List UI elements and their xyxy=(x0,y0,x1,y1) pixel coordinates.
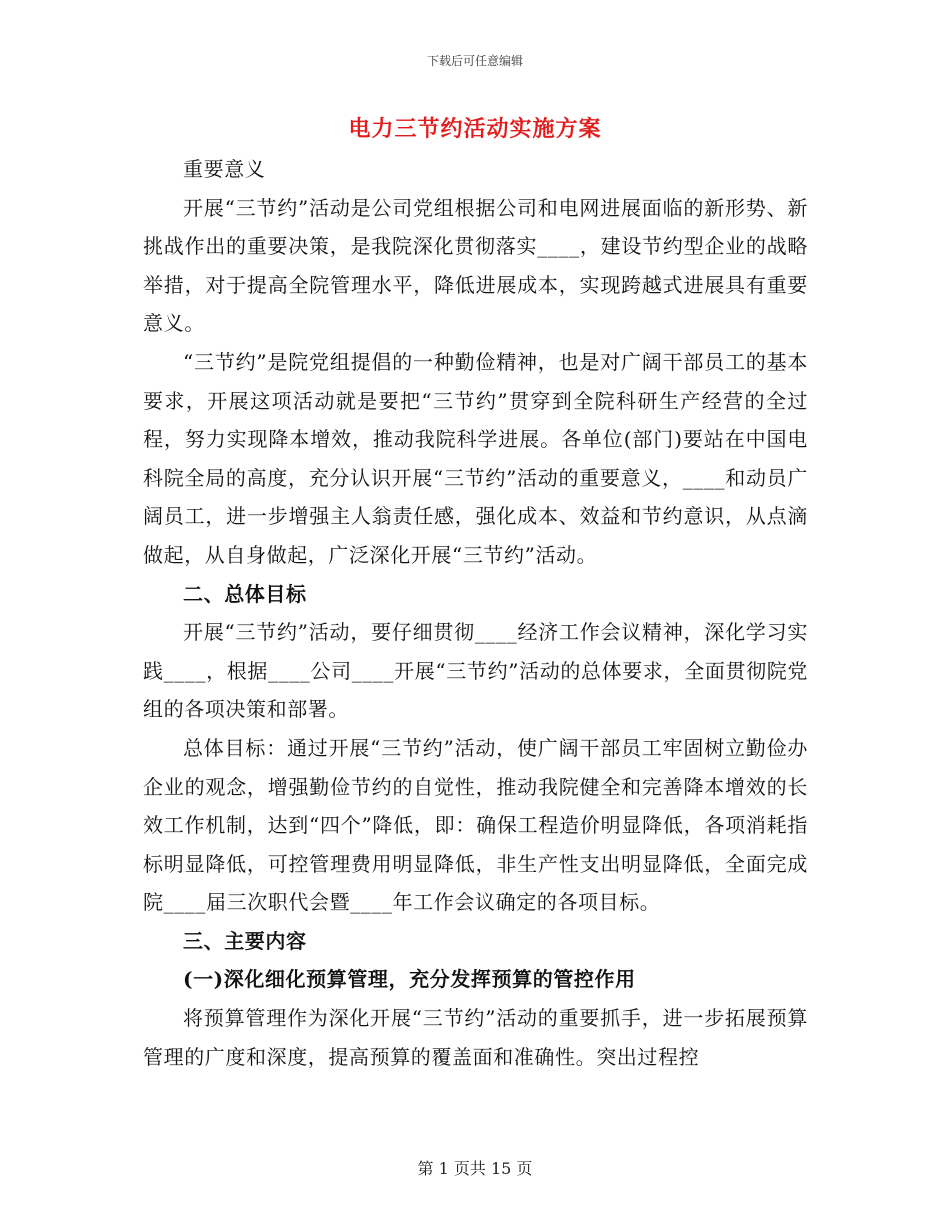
body-paragraph: 总体目标：通过开展“三节约”活动，使广阔干部员工牢固树立勤俭办企业的观念，增强勤俭节约的自觉性，推动我院健全和完善降本增效的长效工作机制，达到“四个”降低，即：确保工程造价明显降低，各项消耗指标明显降低，可控管理费用明显降低，非生产性支出明显降低，全面完成院____届三次职代会暨____年工作会议确定的各项目标。 xyxy=(143,735,808,915)
section-heading-main-content: 三、主要内容 xyxy=(183,928,307,953)
subsection-heading-budget: (一)深化细化预算管理，充分发挥预算的管控作用 xyxy=(183,967,636,992)
section-heading-significance: 重要意义 xyxy=(183,157,266,181)
body-paragraph: “三节约”是院党组提倡的一种勤俭精神，也是对广阔干部员工的基本要求，开展这项活动就是要把“三节约”贯穿到全院科研生产经营的全过程，努力实现降本增效，推动我院科学进展。各单位(部门)要站在中国电科院全局的高度，充分认识开展“三节约”活动的重要意义，____和动员广阔员工，进一步增强主人翁责任感，强化成本、效益和节约意识，从点滴做起，从自身做起，广泛深化开展“三节约”活动。 xyxy=(143,349,808,567)
document-body xyxy=(143,150,808,1076)
body-paragraph: 开展“三节约”活动是公司党组根据公司和电网进展面临的新形势、新挑战作出的重要决策，是我院深化贯彻落实____，建设节约型企业的战略举措，对于提高全院管理水平，降低进展成本，实现跨越式进展具有重要意义。 xyxy=(143,195,808,336)
page-header-note: 下载后可任意编辑 xyxy=(426,54,523,68)
body-paragraph: 开展“三节约”活动，要仔细贯彻____经济工作会议精神，深化学习实践____，根据____公司____开展“三节约”活动的总体要求，全面贯彻院党组的各项决策和部署。 xyxy=(143,620,808,722)
section-heading-overall-goal: 二、总体目标 xyxy=(183,581,307,606)
body-paragraph: 将预算管理作为深化开展“三节约”活动的重要抓手，进一步拓展预算管理的广度和深度，提高预算的覆盖面和准确性。突出过程控 xyxy=(143,1006,808,1069)
page-number-footer: 第 1 页共 15 页 xyxy=(417,1159,533,1178)
document-title: 电力三节约活动实施方案 xyxy=(348,116,602,142)
